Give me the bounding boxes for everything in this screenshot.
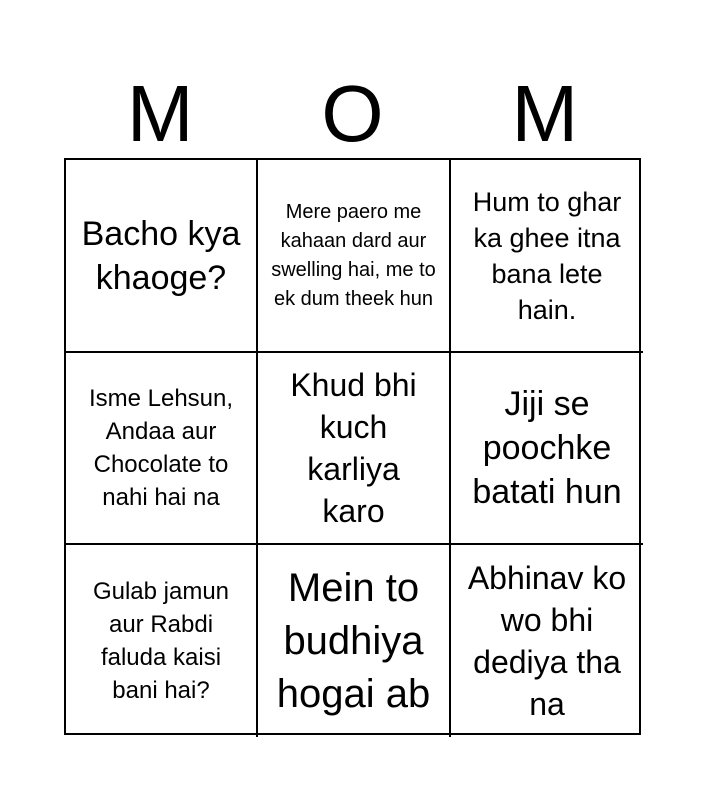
cell-text: Abhinav ko wo bhi dediya tha na bbox=[467, 560, 627, 722]
cell-text: Mein to budhiya hogai ab bbox=[276, 565, 431, 716]
bingo-grid bbox=[64, 158, 641, 735]
cell-text: Mere paero me kahaan dard aur swelling hai, me to ek dum theek hun bbox=[271, 200, 436, 310]
cell-text: Bacho kya khaoge? bbox=[81, 214, 241, 297]
bingo-cell-8[interactable] bbox=[258, 545, 451, 737]
header-letter-m1: M bbox=[126, 69, 194, 158]
cell-text: Gulab jamun aur Rabdi faluda kaisi bani hai? bbox=[92, 578, 230, 704]
bingo-cell-7[interactable] bbox=[66, 545, 258, 737]
bingo-header bbox=[64, 70, 641, 158]
bingo-cell-9[interactable] bbox=[451, 545, 643, 737]
header-letter-m2: M bbox=[511, 69, 579, 158]
cell-text: Hum to ghar ka ghee itna bana lete hain. bbox=[472, 186, 622, 325]
header-letter-o: O bbox=[321, 69, 384, 158]
bingo-cell-1[interactable] bbox=[66, 160, 258, 353]
cell-text: Isme Lehsun, Andaa aur Chocolate to nahi hai na bbox=[88, 385, 234, 511]
bingo-cell-6[interactable] bbox=[451, 353, 643, 545]
cell-text: Jiji se poochke batati hun bbox=[472, 385, 622, 511]
bingo-cell-3[interactable] bbox=[451, 160, 643, 353]
cell-text: Khud bhi kuch karliya karo bbox=[290, 367, 417, 529]
bingo-cell-5[interactable] bbox=[258, 353, 451, 545]
bingo-cell-2[interactable] bbox=[258, 160, 451, 353]
bingo-cell-4[interactable] bbox=[66, 353, 258, 545]
